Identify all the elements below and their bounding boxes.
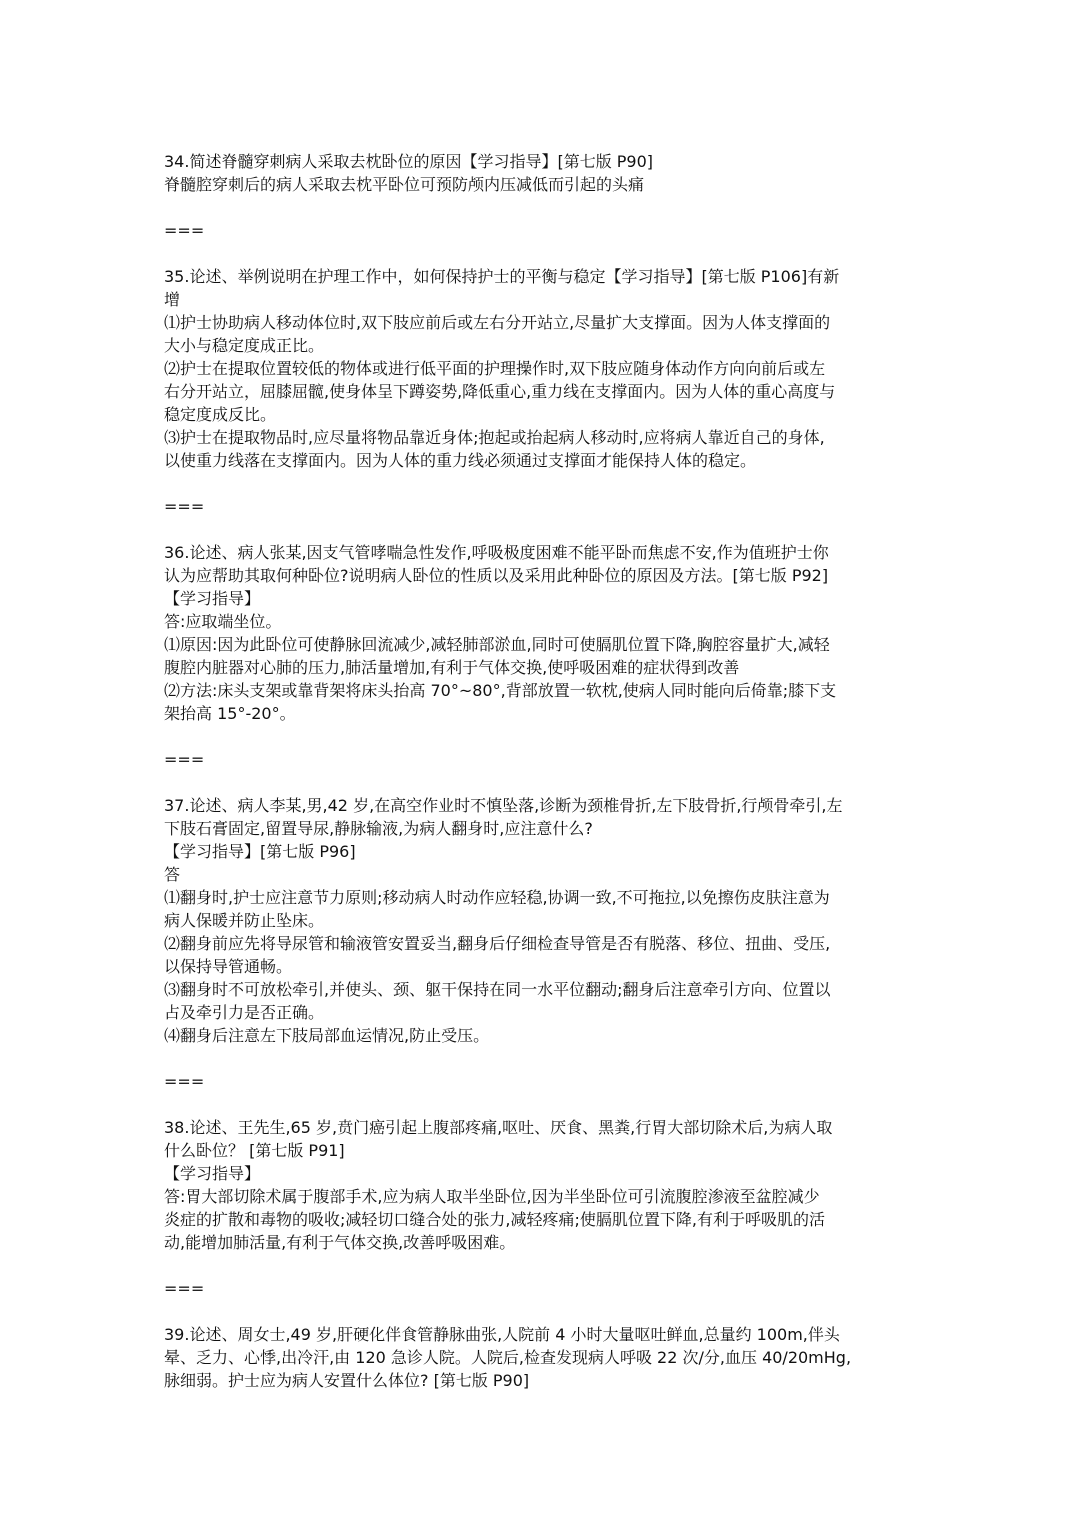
- question-35-line: ⑴护士协助病人移动体位时,双下肢应前后或左右分开站立,尽量扩大支撑面。因为人体支撑面的: [164, 313, 831, 332]
- question-35-line: ⑵护士在提取位置较低的物体或进行低平面的护理操作时,双下肢应随身体动作方向向前后或左: [164, 359, 826, 378]
- separator: ===: [164, 497, 205, 516]
- question-37-line: ⑶翻身时不可放松牵引,并使头、颈、躯干保持在同一水平位翻动;翻身后注意牵引方向、位置以: [164, 980, 831, 999]
- question-36-title-cont: 认为应帮助其取何种卧位?说明病人卧位的性质以及采用此种卧位的原因及方法。[第七版 P92]: [164, 566, 829, 585]
- question-37-line: ⑴翻身时,护士应注意节力原则;移动病人时动作应轻稳,协调一致,不可拖拉,以免擦伤皮肤注意为: [164, 888, 830, 907]
- question-34: [164, 150, 920, 196]
- question-38-line: 炎症的扩散和毒物的吸收;减轻切口缝合处的张力,减轻疼痛;使膈肌位置下降,有利于呼吸肌的活: [164, 1210, 825, 1229]
- question-36-line: ⑴原因:因为此卧位可使静脉回流减少,减轻肺部淤血,同时可使膈肌位置下降,胸腔容量扩大,减轻: [164, 635, 830, 654]
- question-35-title: 35.论述、举例说明在护理工作中，如何保持护士的平衡与稳定【学习指导】[第七版 P106]有新: [164, 267, 840, 286]
- question-37-line: ⑵翻身前应先将导尿管和输液管安置妥当,翻身后仔细检查导管是否有脱落、移位、扭曲、受压,: [164, 934, 831, 953]
- question-36-title: 36.论述、病人张某,因支气管哮喘急性发作,呼吸极度困难不能平卧而焦虑不安,作为值班护士你: [164, 543, 829, 562]
- question-35-line: 以使重力线落在支撑面内。因为人体的重力线必须通过支撑面才能保持人体的稳定。: [164, 451, 757, 470]
- question-35-title-cont: 增: [164, 290, 181, 309]
- question-34-title: 34.简述脊髓穿刺病人采取去枕卧位的原因【学习指导】[第七版 P90]: [164, 152, 654, 171]
- question-35: [164, 265, 920, 472]
- question-37-source: 【学习指导】[第七版 P96]: [164, 842, 356, 861]
- question-37: [164, 794, 920, 1047]
- question-37-line: 病人保暖并防止坠床。: [164, 911, 325, 930]
- question-34-answer: 脊髓腔穿刺后的病人采取去枕平卧位可预防颅内压减低而引起的头痛: [164, 175, 645, 194]
- question-38-answer: 答:胃大部切除术属于腹部手术,应为病人取半坐卧位,因为半坐卧位可引流腹腔渗液至盆腔减少: [164, 1187, 820, 1206]
- question-36-source: 【学习指导】: [164, 589, 261, 608]
- question-39-title: 39.论述、周女士,49 岁,肝硬化伴食管静脉曲张,人院前 4 小时大量呕吐鲜血,总量约 100m,伴头: [164, 1325, 840, 1344]
- separator: ===: [164, 750, 205, 769]
- question-35-line: ⑶护士在提取物品时,应尽量将物品靠近身体;抱起或抬起病人移动时,应将病人靠近自己的身体,: [164, 428, 825, 447]
- question-35-line: 大小与稳定度成正比。: [164, 336, 325, 355]
- question-37-title: 37.论述、病人李某,男,42 岁,在高空作业时不慎坠落,诊断为颈椎骨折,左下肢骨折,行颅骨牵引,左: [164, 796, 843, 815]
- separator: ===: [164, 1072, 205, 1091]
- question-39: [164, 1323, 920, 1392]
- question-36-line: ⑵方法:床头支架或靠背架将床头抬高 70°~80°,背部放置一软枕,使病人同时能向后倚靠;膝下支: [164, 681, 837, 700]
- question-36-line: 腹腔内脏器对心肺的压力,肺活量增加,有利于气体交换,使呼吸困难的症状得到改善: [164, 658, 740, 677]
- question-37-line: 占及牵引力是否正确。: [164, 1003, 325, 1022]
- question-35-line: 稳定度成反比。: [164, 405, 277, 424]
- question-37-line: 以保持导管通畅。: [164, 957, 293, 976]
- document-page: [164, 150, 920, 1392]
- question-39-title-cont: 晕、乏力、心悸,出冷汗,由 120 急诊人院。人院后,检查发现病人呼吸 22 次/分,血压 40/20mHg,: [164, 1348, 852, 1367]
- question-38-source: 【学习指导】: [164, 1164, 261, 1183]
- question-38-title-cont: 什么卧位？ [第七版 P91]: [164, 1141, 345, 1160]
- question-39-title-cont: 脉细弱。护士应为病人安置什么体位? [第七版 P90]: [164, 1371, 530, 1390]
- question-37-line: ⑷翻身后注意左下肢局部血运情况,防止受压。: [164, 1026, 490, 1045]
- question-38-line: 动,能增加肺活量,有利于气体交换,改善呼吸困难。: [164, 1233, 516, 1252]
- question-37-answer-label: 答: [164, 865, 181, 884]
- separator: ===: [164, 221, 205, 240]
- question-36-answer: 答:应取端坐位。: [164, 612, 282, 631]
- question-37-title-cont: 下肢石膏固定,留置导尿,静脉输液,为病人翻身时,应注意什么?: [164, 819, 593, 838]
- question-38: [164, 1116, 920, 1254]
- question-36-line: 架抬高 15°-20°。: [164, 704, 296, 723]
- question-36: [164, 541, 920, 725]
- question-38-title: 38.论述、王先生,65 岁,贲门癌引起上腹部疼痛,呕吐、厌食、黑粪,行胃大部切除术后,为病人取: [164, 1118, 833, 1137]
- question-35-line: 右分开站立，屈膝屈髋,使身体呈下蹲姿势,降低重心,重力线在支撑面内。因为人体的重心高度与: [164, 382, 836, 401]
- separator: ===: [164, 1279, 205, 1298]
